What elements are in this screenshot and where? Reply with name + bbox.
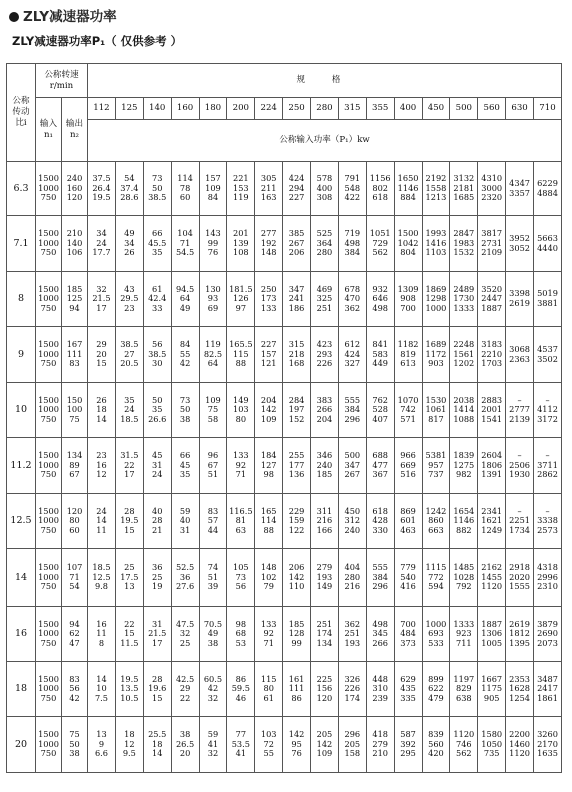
power-cell-560: 3817 2731 2109: [478, 216, 506, 272]
size-710: 710: [534, 98, 562, 120]
power-cell-112: 24 14 11: [88, 494, 116, 549]
power-cell-280: 525 364 280: [311, 216, 339, 272]
size-180: 180: [199, 98, 227, 120]
power-cell-180: 59 41 32: [199, 717, 227, 773]
power-cell-315: 296 205 158: [338, 717, 366, 773]
power-cell-280: 469 325 251: [311, 272, 339, 327]
size-630: 630: [506, 98, 534, 120]
power-cell-560: 2883 2001 1541: [478, 383, 506, 438]
power-cell-710: 6229 4884: [534, 162, 562, 216]
power-cell-180: 83 57 44: [199, 494, 227, 549]
power-cell-560: 3183 2210 1703: [478, 327, 506, 383]
power-cell-160: 59 40 31: [171, 494, 199, 549]
power-cell-280: 279 193 149: [311, 549, 339, 607]
power-cell-500: 1839 1275 982: [450, 438, 478, 494]
power-cell-710: 5019 3881: [534, 272, 562, 327]
ratio-cell: 10: [7, 383, 36, 438]
power-cell-630: 3952 3052: [506, 216, 534, 272]
power-cell-560: 2604 1806 1391: [478, 438, 506, 494]
table-row: [7, 327, 562, 383]
power-cell-315: 678 470 362: [338, 272, 366, 327]
power-cell-710: 4318 2996 2310: [534, 549, 562, 607]
power-cell-280: 346 240 185: [311, 438, 339, 494]
power-cell-125: 49 34 26: [115, 216, 143, 272]
power-cell-400: 1309 908 700: [394, 272, 422, 327]
power-cell-450: 2192 1558 1213: [422, 162, 450, 216]
power-cell-500: 2489 1730 1333: [450, 272, 478, 327]
power-cell-112: 14 10 7.5: [88, 662, 116, 717]
power-cell-450: 839 560 420: [422, 717, 450, 773]
power-cell-224: 305 211 163: [255, 162, 283, 216]
table-row: [7, 216, 562, 272]
input-speed-cell: 1500 1000 750: [36, 717, 62, 773]
power-cell-710: 3879 2690 2073: [534, 607, 562, 662]
power-cell-180: 143 99 76: [199, 216, 227, 272]
power-cell-630: – 2251 1734: [506, 494, 534, 549]
power-cell-560: 1887 1306 1005: [478, 607, 506, 662]
power-cell-250: 385 267 206: [283, 216, 311, 272]
power-cell-112: 23 16 12: [88, 438, 116, 494]
power-cell-250: 315 218 168: [283, 327, 311, 383]
power-cell-355: 618 428 330: [366, 494, 394, 549]
table-row: [7, 549, 562, 607]
table-row: [7, 607, 562, 662]
power-cell-160: 38 26.5 20: [171, 717, 199, 773]
power-cell-280: 225 156 120: [311, 662, 339, 717]
power-cell-125: 18 12 9.5: [115, 717, 143, 773]
power-cell-315: 555 384 296: [338, 383, 366, 438]
input-speed-cell: 1500 1000 750: [36, 549, 62, 607]
power-cell-180: 109 75 58: [199, 383, 227, 438]
power-cell-315: 362 251 193: [338, 607, 366, 662]
output-speed-cell: 240 160 120: [62, 162, 88, 216]
table-row: [7, 662, 562, 717]
power-cell-400: 1500 1042 804: [394, 216, 422, 272]
power-cell-500: 2847 1983 1532: [450, 216, 478, 272]
power-cell-140: 25.5 18 14: [143, 717, 171, 773]
output-speed-cell: 83 56 42: [62, 662, 88, 717]
section-header: [9, 5, 117, 25]
power-cell-710: – 4112 3172: [534, 383, 562, 438]
output-speed-cell: 185 125 94: [62, 272, 88, 327]
power-cell-450: 1530 1061 817: [422, 383, 450, 438]
power-cell-224: 148 102 79: [255, 549, 283, 607]
power-cell-355: 555 384 296: [366, 549, 394, 607]
input-speed-cell: 1500 1000 750: [36, 216, 62, 272]
size-125: 125: [115, 98, 143, 120]
size-140: 140: [143, 98, 171, 120]
size-250: 250: [283, 98, 311, 120]
output-speed-cell: 94 62 47: [62, 607, 88, 662]
size-450: 450: [422, 98, 450, 120]
output-speed-cell: 167 111 83: [62, 327, 88, 383]
power-cell-500: 1485 1028 792: [450, 549, 478, 607]
power-cell-112: 18.5 12.5 9.8: [88, 549, 116, 607]
output-speed-header: 输出 n₂: [62, 98, 88, 162]
power-cell-224: 184 127 98: [255, 438, 283, 494]
power-cell-280: 578 400 308: [311, 162, 339, 216]
power-cell-200: 133 92 71: [227, 438, 255, 494]
power-cell-560: 1580 1050 735: [478, 717, 506, 773]
ratio-cell: 11.2: [7, 438, 36, 494]
ratio-cell: 9: [7, 327, 36, 383]
table-row: [7, 162, 562, 216]
power-cell-224: 227 157 121: [255, 327, 283, 383]
ratio-cell: 14: [7, 549, 36, 607]
power-cell-125: 54 37.4 28.6: [115, 162, 143, 216]
power-cell-315: 450 312 240: [338, 494, 366, 549]
section-title: ZLY减速器功率: [23, 9, 117, 25]
power-cell-560: 3520 2447 1887: [478, 272, 506, 327]
power-cell-400: 629 435 335: [394, 662, 422, 717]
power-cell-140: 50 35 26.6: [143, 383, 171, 438]
power-cell-140: 66 45.5 35: [143, 216, 171, 272]
size-row: [7, 98, 562, 120]
table-row: [7, 494, 562, 549]
power-cell-450: 1242 860 663: [422, 494, 450, 549]
size-500: 500: [450, 98, 478, 120]
input-speed-cell: 1500 1000 750: [36, 162, 62, 216]
power-cell-280: 251 174 134: [311, 607, 339, 662]
size-200: 200: [227, 98, 255, 120]
power-cell-450: 1000 693 533: [422, 607, 450, 662]
power-cell-140: 40 28 21: [143, 494, 171, 549]
power-cell-630: 2619 1812 1395: [506, 607, 534, 662]
power-cell-630: 4347 3357: [506, 162, 534, 216]
power-cell-112: 32 21.5 17: [88, 272, 116, 327]
power-cell-224: 133 92 71: [255, 607, 283, 662]
power-cell-160: 66 45 35: [171, 438, 199, 494]
power-cell-112: 26 18 14: [88, 383, 116, 438]
power-cell-250: 255 177 136: [283, 438, 311, 494]
output-speed-cell: 107 71 54: [62, 549, 88, 607]
power-cell-250: 206 142 110: [283, 549, 311, 607]
power-cell-500: 3132 2181 1685: [450, 162, 478, 216]
power-header: 公称输入功率（P₁）kw: [88, 120, 562, 162]
power-cell-280: 205 142 109: [311, 717, 339, 773]
power-cell-710: 4537 3502: [534, 327, 562, 383]
input-speed-cell: 1500 1000 750: [36, 383, 62, 438]
power-cell-630: 2353 1628 1254: [506, 662, 534, 717]
power-cell-250: 229 159 122: [283, 494, 311, 549]
table-row: [7, 272, 562, 327]
power-cell-315: 326 226 174: [338, 662, 366, 717]
power-cell-160: 114 78 60: [171, 162, 199, 216]
power-cell-250: 161 111 86: [283, 662, 311, 717]
power-cell-315: 404 280 216: [338, 549, 366, 607]
input-speed-cell: 1500 1000 750: [36, 662, 62, 717]
size-112: 112: [88, 98, 116, 120]
power-cell-250: 424 294 227: [283, 162, 311, 216]
power-cell-200: 86 59.5 46: [227, 662, 255, 717]
power-cell-710: – 3711 2862: [534, 438, 562, 494]
power-cell-140: 45 31 24: [143, 438, 171, 494]
power-cell-630: 2200 1460 1120: [506, 717, 534, 773]
power-cell-224: 277 192 148: [255, 216, 283, 272]
power-cell-160: 94.5 64 49: [171, 272, 199, 327]
speed-header: 公称转速 r/min: [36, 64, 88, 98]
input-speed-cell: 1500 1000 750: [36, 327, 62, 383]
power-cell-500: 1197 829 638: [450, 662, 478, 717]
power-cell-250: 347 241 186: [283, 272, 311, 327]
power-cell-710: 3260 2170 1635: [534, 717, 562, 773]
power-cell-630: 2918 2020 1555: [506, 549, 534, 607]
power-cell-140: 28 19.6 15: [143, 662, 171, 717]
input-speed-cell: 1500 1000 750: [36, 438, 62, 494]
power-cell-400: 779 540 416: [394, 549, 422, 607]
power-cell-315: 612 424 327: [338, 327, 366, 383]
power-cell-630: – 2777 2139: [506, 383, 534, 438]
power-cell-630: 3068 2363: [506, 327, 534, 383]
power-cell-160: 104 71 54.5: [171, 216, 199, 272]
output-speed-cell: 120 80 60: [62, 494, 88, 549]
power-cell-500: 2248 1561 1202: [450, 327, 478, 383]
table-body: [7, 162, 562, 773]
power-cell-400: 1182 819 613: [394, 327, 422, 383]
power-cell-450: 1115 772 594: [422, 549, 450, 607]
power-cell-140: 61 42.4 33: [143, 272, 171, 327]
power-cell-400: 966 669 516: [394, 438, 422, 494]
power-cell-180: 130 93 69: [199, 272, 227, 327]
power-cell-560: 2341 1621 1249: [478, 494, 506, 549]
power-cell-710: – 3338 2573: [534, 494, 562, 549]
power-cell-250: 185 128 99: [283, 607, 311, 662]
power-cell-180: 119 82.5 64: [199, 327, 227, 383]
power-cell-355: 688 477 367: [366, 438, 394, 494]
power-cell-500: 1120 746 562: [450, 717, 478, 773]
ratio-cell: 16: [7, 607, 36, 662]
size-160: 160: [171, 98, 199, 120]
power-cell-400: 1070 742 571: [394, 383, 422, 438]
power-cell-180: 74 51 39: [199, 549, 227, 607]
power-cell-200: 105 73 56: [227, 549, 255, 607]
output-speed-cell: 134 89 67: [62, 438, 88, 494]
power-cell-400: 587 392 295: [394, 717, 422, 773]
output-speed-cell: 75 50 38: [62, 717, 88, 773]
power-cell-710: 3487 2417 1861: [534, 662, 562, 717]
power-cell-450: 1689 1172 903: [422, 327, 450, 383]
power-cell-560: 2162 1455 1120: [478, 549, 506, 607]
power-cell-400: 1650 1146 884: [394, 162, 422, 216]
input-speed-header: 输入 n₁: [36, 98, 62, 162]
table-row: [7, 438, 562, 494]
power-cell-200: 149 103 80: [227, 383, 255, 438]
power-cell-180: 60.5 42 32: [199, 662, 227, 717]
power-cell-355: 498 345 266: [366, 607, 394, 662]
power-cell-112: 16 11 8: [88, 607, 116, 662]
power-cell-355: 418 279 210: [366, 717, 394, 773]
input-speed-cell: 1500 1000 750: [36, 607, 62, 662]
power-cell-125: 19.5 13.5 10.5: [115, 662, 143, 717]
power-cell-200: 221 153 119: [227, 162, 255, 216]
power-cell-180: 157 109 84: [199, 162, 227, 216]
table-row: [7, 717, 562, 773]
power-cell-355: 1156 802 618: [366, 162, 394, 216]
power-cell-160: 47.5 32 25: [171, 607, 199, 662]
ratio-cell: 20: [7, 717, 36, 773]
power-cell-280: 423 293 226: [311, 327, 339, 383]
ratio-cell: 6.3: [7, 162, 36, 216]
power-cell-250: 142 95 76: [283, 717, 311, 773]
output-speed-cell: 150 100 75: [62, 383, 88, 438]
power-cell-500: 1654 1146 882: [450, 494, 478, 549]
power-cell-125: 31.5 22 17: [115, 438, 143, 494]
spec-header: 规 格: [88, 64, 562, 98]
power-cell-112: 37.5 26.4 19.5: [88, 162, 116, 216]
power-cell-280: 311 216 166: [311, 494, 339, 549]
power-cell-355: 932 646 498: [366, 272, 394, 327]
power-cell-180: 70.5 49 38: [199, 607, 227, 662]
ratio-cell: 8: [7, 272, 36, 327]
power-cell-450: 5381 957 737: [422, 438, 450, 494]
output-speed-cell: 210 140 106: [62, 216, 88, 272]
power-cell-140: 31 21.5 17: [143, 607, 171, 662]
power-cell-400: 869 601 463: [394, 494, 422, 549]
power-cell-315: 719 498 384: [338, 216, 366, 272]
ratio-cell: 7.1: [7, 216, 36, 272]
power-cell-315: 500 347 267: [338, 438, 366, 494]
power-cell-630: 3398 2619: [506, 272, 534, 327]
table-row: [7, 383, 562, 438]
power-cell-125: 35 24 18.5: [115, 383, 143, 438]
power-cell-125: 25 17.5 13: [115, 549, 143, 607]
power-cell-450: 1993 1416 1103: [422, 216, 450, 272]
power-table: [6, 63, 562, 773]
power-cell-560: 1667 1175 905: [478, 662, 506, 717]
power-cell-200: 181.5 126 97: [227, 272, 255, 327]
power-cell-500: 1333 923 711: [450, 607, 478, 662]
size-560: 560: [478, 98, 506, 120]
power-cell-355: 762 528 407: [366, 383, 394, 438]
power-cell-160: 84 55 42: [171, 327, 199, 383]
power-cell-450: 899 622 479: [422, 662, 450, 717]
power-cell-200: 165.5 115 88: [227, 327, 255, 383]
power-cell-280: 383 266 204: [311, 383, 339, 438]
power-cell-450: 1869 1298 1000: [422, 272, 450, 327]
power-cell-224: 103 72 55: [255, 717, 283, 773]
power-cell-250: 284 197 152: [283, 383, 311, 438]
power-cell-355: 448 310 239: [366, 662, 394, 717]
ratio-cell: 18: [7, 662, 36, 717]
power-cell-140: 36 25 19: [143, 549, 171, 607]
input-speed-cell: 1500 1000 750: [36, 272, 62, 327]
power-cell-125: 43 29.5 23: [115, 272, 143, 327]
power-cell-500: 2038 1414 1088: [450, 383, 478, 438]
power-cell-125: 38.5 27 20.5: [115, 327, 143, 383]
size-315: 315: [338, 98, 366, 120]
power-cell-224: 165 114 88: [255, 494, 283, 549]
power-cell-112: 34 24 17.7: [88, 216, 116, 272]
ratio-header: 公称 传动 比i: [7, 64, 36, 162]
power-cell-315: 791 548 422: [338, 162, 366, 216]
power-cell-160: 42.5 29 22: [171, 662, 199, 717]
power-cell-355: 1051 729 562: [366, 216, 394, 272]
power-cell-160: 73 50 38: [171, 383, 199, 438]
power-cell-224: 250 173 133: [255, 272, 283, 327]
power-cell-710: 5663 4440: [534, 216, 562, 272]
power-cell-180: 96 67 51: [199, 438, 227, 494]
power-cell-140: 73 50 38.5: [143, 162, 171, 216]
power-cell-112: 13 9 6.6: [88, 717, 116, 773]
power-cell-200: 77 53.5 41: [227, 717, 255, 773]
ratio-cell: 12.5: [7, 494, 36, 549]
power-cell-200: 201 139 108: [227, 216, 255, 272]
power-cell-630: – 2506 1930: [506, 438, 534, 494]
power-cell-200: 98 68 53: [227, 607, 255, 662]
size-355: 355: [366, 98, 394, 120]
table-subtitle: ZLY减速器功率P₁（ 仅供参考 ）: [12, 34, 183, 48]
power-cell-200: 116.5 81 63: [227, 494, 255, 549]
power-cell-355: 841 583 449: [366, 327, 394, 383]
power-cell-112: 29 20 15: [88, 327, 116, 383]
power-cell-224: 115 80 61: [255, 662, 283, 717]
size-400: 400: [394, 98, 422, 120]
power-cell-125: 28 19.5 15: [115, 494, 143, 549]
power-cell-125: 22 15 11.5: [115, 607, 143, 662]
power-cell-140: 56 38.5 30: [143, 327, 171, 383]
power-cell-224: 204 142 109: [255, 383, 283, 438]
size-224: 224: [255, 98, 283, 120]
power-cell-400: 700 484 373: [394, 607, 422, 662]
power-cell-560: 4310 3000 2320: [478, 162, 506, 216]
input-speed-cell: 1500 1000 750: [36, 494, 62, 549]
bullet-icon: [9, 12, 19, 22]
power-cell-160: 52.5 36 27.6: [171, 549, 199, 607]
size-280: 280: [311, 98, 339, 120]
